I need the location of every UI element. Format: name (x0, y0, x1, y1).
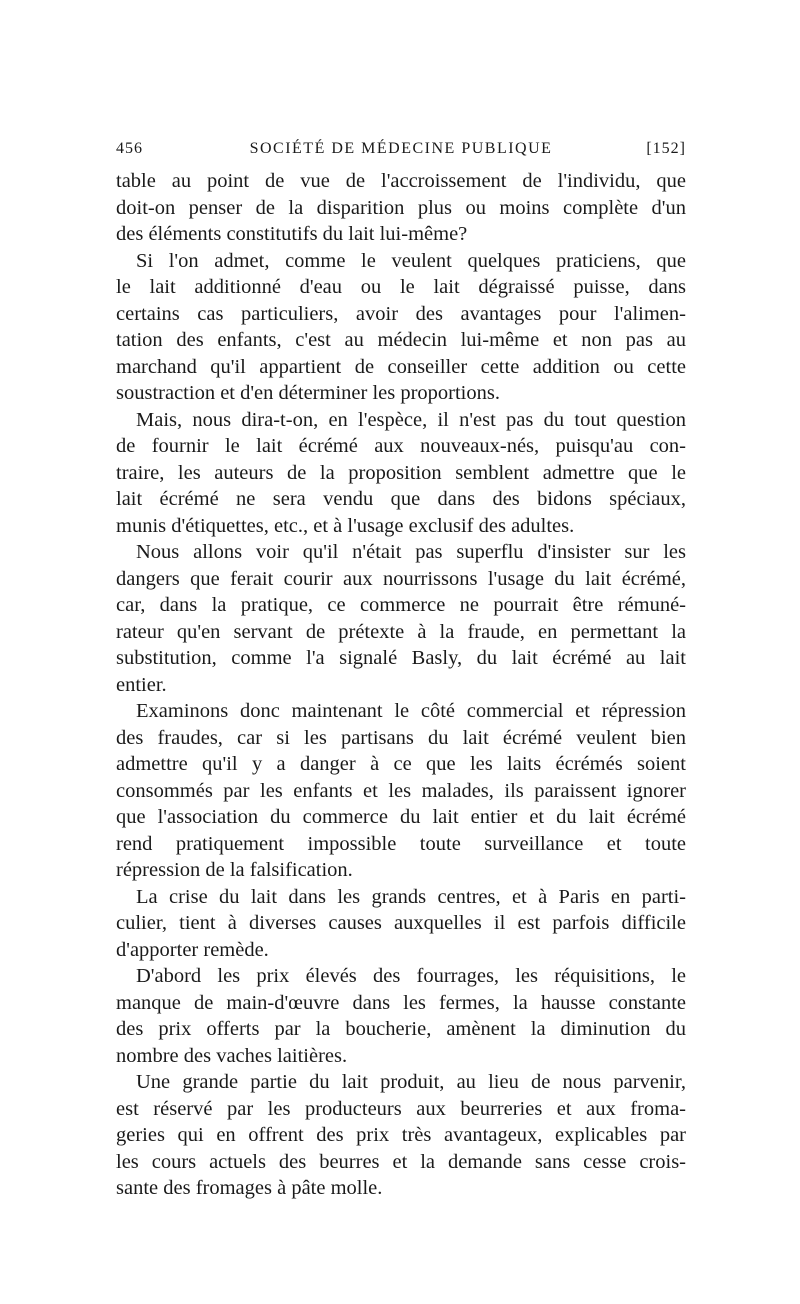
text-line: traire, les auteurs de la proposition semblent admettre que le (116, 461, 686, 484)
text-line: table au point de vue de l'accroissement de l'individu, que (116, 170, 686, 192)
text-body (116, 168, 686, 1202)
text-line: tation des enfants, c'est au médecin lui-même et non pas au (116, 329, 686, 351)
text-line: rateur qu'en servant de prétexte à la fraude, en permettant la (116, 620, 686, 643)
text-line: manque de main-d'œuvre dans les fermes, la hausse constante (116, 991, 686, 1014)
page-number: 456 (116, 140, 143, 157)
text-line: rend pratiquement impossible toute surveillance et toute (116, 832, 686, 855)
text-line: lait écrémé ne sera vendu que dans des bidons spéciaux, (116, 488, 686, 510)
text-line: doit-on penser de la disparition plus ou moins complète d'un (116, 196, 686, 219)
page-reference: [152] (646, 140, 686, 157)
text-line: D'abord les prix élevés des fourrages, les réquisitions, le (136, 965, 686, 987)
text-line: entier. (116, 673, 167, 696)
text-line: consommés par les enfants et les malades, ils paraissent ignorer (116, 779, 686, 802)
text-line: que l'association du commerce du lait entier et du lait écrémé (116, 806, 686, 828)
text-line: La crise du lait dans les grands centres, et à Paris en parti- (136, 885, 686, 908)
text-line: Une grande partie du lait produit, au lieu de nous parvenir, (136, 1071, 686, 1093)
text-line: Examinons donc maintenant le côté commercial et répression (136, 700, 686, 722)
text-line: d'apporter remède. (116, 938, 269, 961)
text-line: marchand qu'il appartient de conseiller cette addition ou cette (116, 355, 686, 378)
running-header (116, 140, 686, 168)
text-line: car, dans la pratique, ce commerce ne pourrait être rémuné- (116, 594, 686, 616)
text-line: soustraction et d'en déterminer les proportions. (116, 382, 500, 404)
text-line: de fournir le lait écrémé aux nouveaux-nés, puisqu'au con- (116, 435, 686, 457)
text-line: admettre qu'il y a danger à ce que les laits écrémés soient (116, 753, 686, 775)
text-line: geries qui en offrent des prix très avantageux, explicables par (116, 1124, 686, 1146)
text-line: culier, tient à diverses causes auxquelles il est parfois difficile (116, 912, 686, 934)
text-line: des prix offerts par la boucherie, amènent la diminution du (116, 1018, 686, 1040)
text-line: des éléments constitutifs du lait lui-même? (116, 223, 468, 245)
text-line: est réservé par les producteurs aux beurreries et aux froma- (116, 1097, 686, 1120)
text-line: Mais, nous dira-t-on, en l'espèce, il n'est pas du tout question (136, 408, 686, 431)
text-line: les cours actuels des beurres et la demande sans cesse crois- (116, 1150, 686, 1173)
text-line: répression de la falsification. (116, 859, 353, 881)
text-line: substitution, comme l'a signalé Basly, du lait écrémé au lait (116, 647, 686, 669)
text-line: nombre des vaches laitières. (116, 1044, 348, 1067)
running-title: SOCIÉTÉ DE MÉDECINE PUBLIQUE (249, 140, 553, 157)
text-line: munis d'étiquettes, etc., et à l'usage exclusif des adultes. (116, 514, 575, 537)
text-line: le lait additionné d'eau ou le lait dégraissé puisse, dans (116, 276, 686, 298)
text-line: Nous allons voir qu'il n'était pas superflu d'insister sur les (136, 541, 686, 563)
text-line: Si l'on admet, comme le veulent quelques praticiens, que (136, 249, 686, 272)
text-line: sante des fromages à pâte molle. (116, 1177, 383, 1199)
text-line: des fraudes, car si les partisans du lait écrémé veulent bien (116, 726, 686, 749)
book-page (116, 140, 686, 1202)
text-line: certains cas particuliers, avoir des avantages pour l'alimen- (116, 302, 686, 325)
text-line: dangers que ferait courir aux nourrissons l'usage du lait écrémé, (116, 567, 686, 590)
